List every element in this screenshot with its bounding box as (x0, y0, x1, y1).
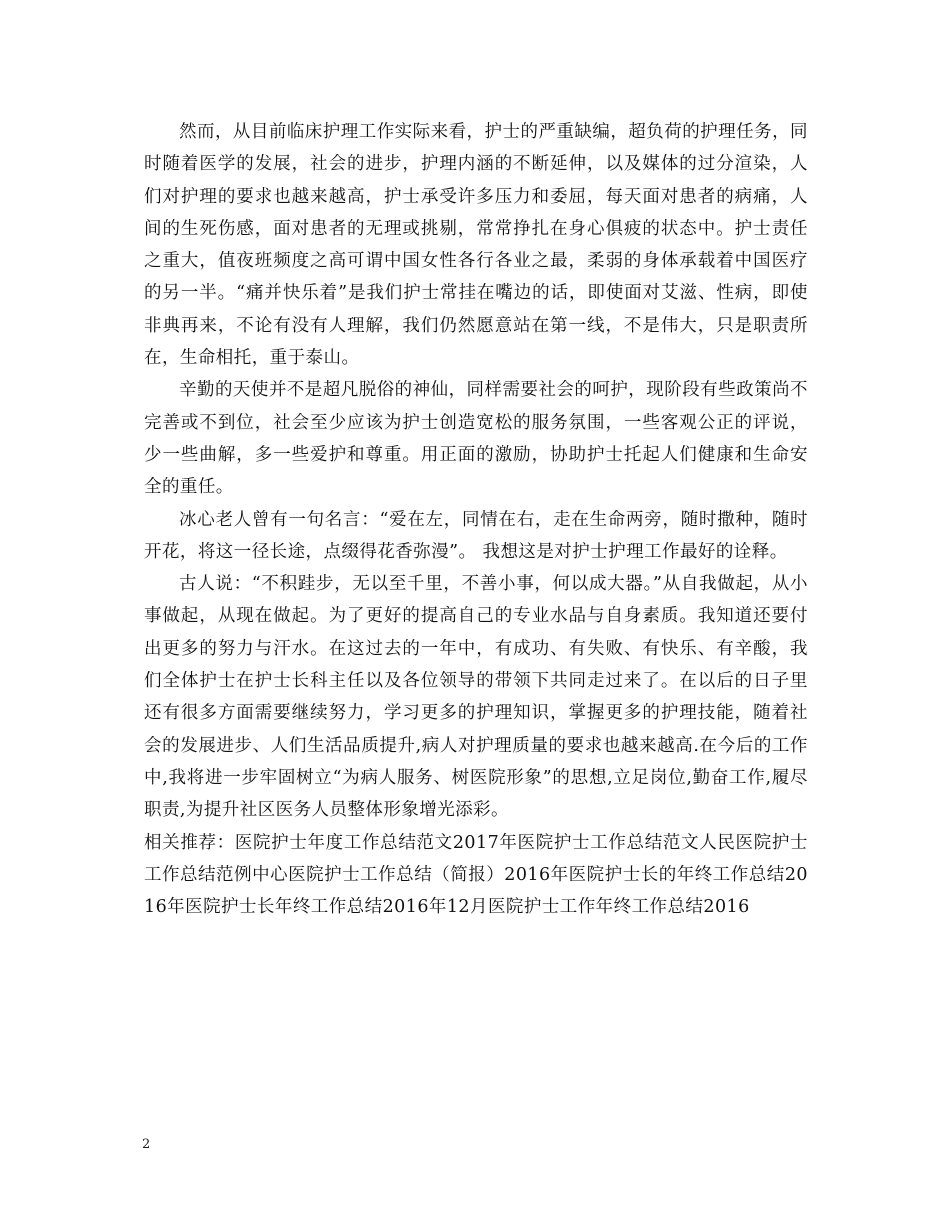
related-recommendations: 相关推荐：医院护士年度工作总结范文2017年医院护士工作总结范文人民医院护士工作总结范例中心医院护士工作总结（简报）2016年医院护士长的年终工作总结2016年医院护士长年终工作总结2016年12月医院护士工作年终工作总结2016 (144, 832, 808, 918)
page-number: 2 (142, 1137, 151, 1152)
paragraph-3: 冰心老人曾有一句名言：“爱在左，同情在右，走在生命两旁，随时撒种，随时开花，将这一径长途，点缀得花香弥漫”。 我想这是对护士护理工作最好的诠释。 (144, 509, 808, 562)
paragraph-1: 然而，从目前临床护理工作实际来看，护士的严重缺编，超负荷的护理任务，同时随着医学的发展，社会的进步，护理内涵的不断延伸，以及媒体的过分渲染，人们对护理的要求也越来越高，护士承受许多压力和委屈，每天面对患者的病痛，人间的生死伤感，面对患者的无理或挑剔，常常挣扎在身心俱疲的状态中。护士责任之重大，值夜班频度之高可谓中国女性各行各业之最，柔弱的身体承载着中国医疗的另一半。“痛并快乐着”是我们护士常挂在嘴边的话，即使面对艾滋、性病，即使非典再来，不论有没有人理解，我们仍然愿意站在第一线，不是伟大，只是职责所在，生命相托，重于泰山。 (144, 122, 808, 369)
document-body (144, 116, 808, 923)
paragraph-2: 辛勤的天使并不是超凡脱俗的神仙，同样需要社会的呵护，现阶段有些政策尚不完善或不到位，社会至少应该为护士创造宽松的服务氛围，一些客观公正的评说，少一些曲解，多一些爱护和尊重。用正面的激励，协助护士托起人们健康和生命安全的重任。 (144, 380, 808, 498)
paragraph-4: 古人说：“不积跬步，无以至千里，不善小事，何以成大器。”从自我做起，从小事做起，从现在做起。为了更好的提高自己的专业水品与自身素质。我知道还要付出更多的努力与汗水。在这过去的一年中，有成功、有失败、有快乐、有辛酸，我们全体护士在护士长科主任以及各位领导的带领下共同走过来了。在以后的日子里还有很多方面需要继续努力，学习更多的护理知识，掌握更多的护理技能，随着社会的发展进步、人们生活品质提升,病人对护理质量的要求也越来越高.在今后的工作中,我将进一步牢固树立“为病人服务、树医院形象”的思想,立足岗位,勤奋工作,履尽职责,为提升社区医务人员整体形象增光添彩。 (144, 574, 808, 821)
